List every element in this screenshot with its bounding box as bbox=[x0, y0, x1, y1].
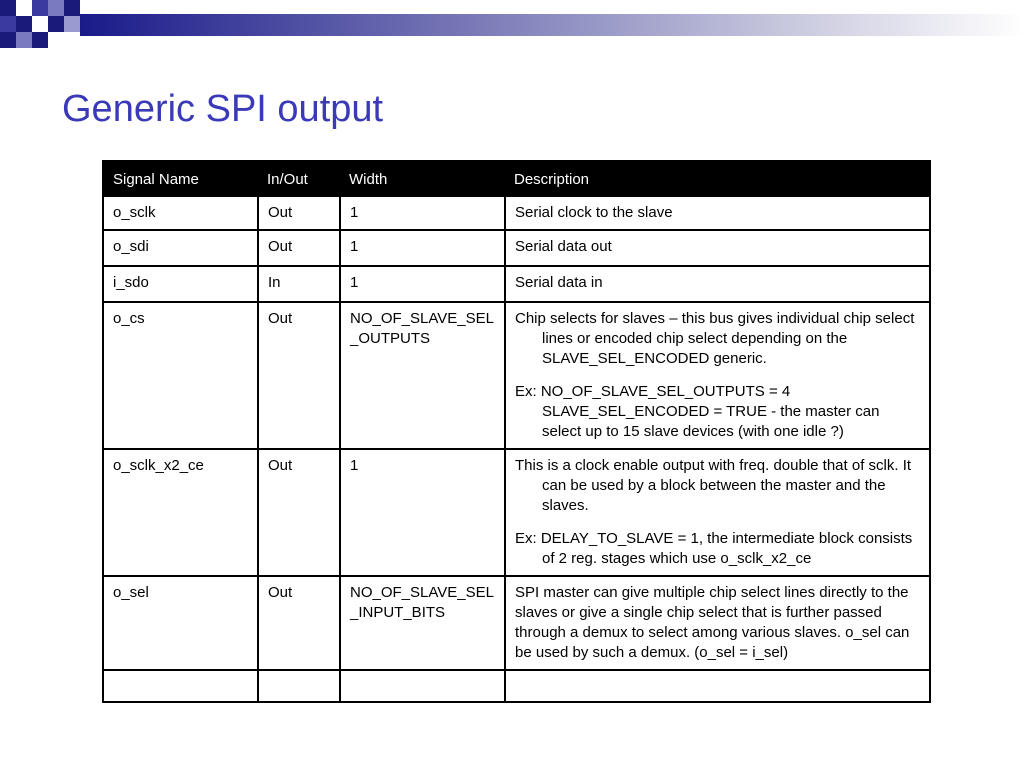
cell-width: NO_OF_SLAVE_SEL_OUTPUTS bbox=[340, 302, 505, 449]
description-text: SPI master can give multiple chip select lines directly to the slaves or give a single chip select that is further passed through a demux to select among various slaves. o_sel can be used by such a demux. (o_sel = i_sel) bbox=[515, 584, 910, 661]
cell-signal: o_sclk bbox=[103, 196, 258, 230]
description-example: Ex: DELAY_TO_SLAVE = 1, the intermediate block consists of 2 reg. stages which use o_sclk_x2_ce bbox=[515, 530, 913, 567]
cell-signal: o_sdi bbox=[103, 230, 258, 266]
cell-width: 1 bbox=[340, 196, 505, 230]
header-in-out: In/Out bbox=[258, 161, 340, 196]
cell-signal bbox=[103, 670, 258, 702]
header-decoration bbox=[0, 0, 1024, 50]
cell-signal: o_cs bbox=[103, 302, 258, 449]
slide-title: Generic SPI output bbox=[62, 88, 384, 130]
header-signal-name: Signal Name bbox=[103, 161, 258, 196]
table-row bbox=[103, 196, 930, 230]
table-header-row bbox=[103, 161, 930, 196]
cell-direction: Out bbox=[258, 302, 340, 449]
cell-description bbox=[505, 670, 930, 702]
table-row bbox=[103, 302, 930, 449]
table-row bbox=[103, 230, 930, 266]
description-example: Ex: NO_OF_SLAVE_SEL_OUTPUTS = 4 SLAVE_SEL_ENCODED = TRUE - the master can select up to 15 slave devices (with one idle ?) bbox=[515, 383, 880, 440]
header-width: Width bbox=[340, 161, 505, 196]
cell-signal: o_sel bbox=[103, 576, 258, 670]
cell-signal: o_sclk_x2_ce bbox=[103, 449, 258, 576]
cell-description bbox=[505, 449, 930, 576]
cell-signal: i_sdo bbox=[103, 266, 258, 302]
description-text: This is a clock enable output with freq. double that of sclk. It can be used by a block between the master and the slaves. bbox=[515, 457, 912, 514]
cell-direction: Out bbox=[258, 196, 340, 230]
cell-width: 1 bbox=[340, 230, 505, 266]
cell-direction bbox=[258, 670, 340, 702]
cell-direction: In bbox=[258, 266, 340, 302]
table-row bbox=[103, 266, 930, 302]
cell-width: 1 bbox=[340, 266, 505, 302]
table-row bbox=[103, 670, 930, 702]
description-text: Chip selects for slaves – this bus gives individual chip select lines or encoded chip select depending on the SLAVE_SEL_ENCODED generic. bbox=[515, 310, 915, 367]
description-text: Serial data in bbox=[515, 274, 603, 291]
cell-direction: Out bbox=[258, 449, 340, 576]
cell-width: NO_OF_SLAVE_SEL_INPUT_BITS bbox=[340, 576, 505, 670]
header-description: Description bbox=[505, 161, 930, 196]
description-text: Serial data out bbox=[515, 238, 612, 255]
cell-description bbox=[505, 302, 930, 449]
table-row bbox=[103, 449, 930, 576]
cell-description bbox=[505, 196, 930, 230]
signal-table bbox=[102, 160, 931, 703]
cell-description bbox=[505, 230, 930, 266]
cell-direction: Out bbox=[258, 576, 340, 670]
cell-description bbox=[505, 266, 930, 302]
description-text: Serial clock to the slave bbox=[515, 204, 673, 221]
table-row bbox=[103, 576, 930, 670]
cell-width bbox=[340, 670, 505, 702]
cell-direction: Out bbox=[258, 230, 340, 266]
cell-width: 1 bbox=[340, 449, 505, 576]
cell-description bbox=[505, 576, 930, 670]
